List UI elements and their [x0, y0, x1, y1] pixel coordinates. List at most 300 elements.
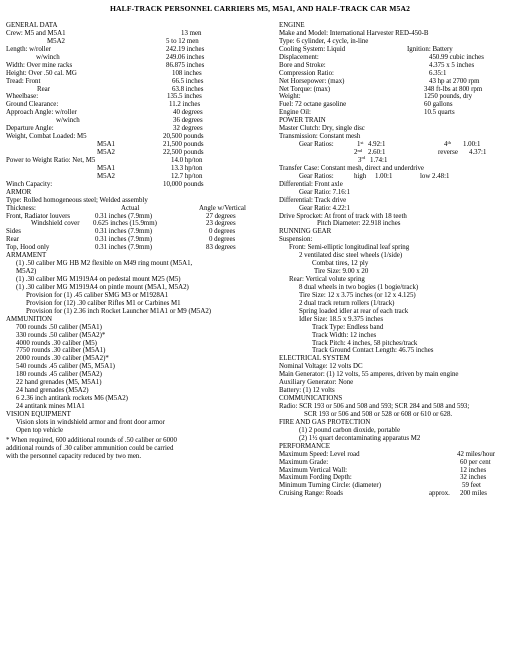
cell-text: 135.5 inches: [167, 93, 202, 101]
spec-value: [429, 490, 450, 498]
spec-value: [163, 141, 204, 149]
spec-label: [279, 451, 360, 459]
spec-line: [279, 236, 519, 244]
spec-value: [460, 459, 491, 467]
left-column: [6, 22, 261, 461]
cell-text: 0.31 inches (7.9mm): [95, 212, 153, 220]
spec-label: [299, 300, 394, 308]
spec-line: [279, 474, 519, 482]
spec-line: [279, 276, 519, 284]
spec-line: [279, 62, 519, 70]
cell-text: Departure Angle:: [6, 125, 54, 133]
cell-text: Rear: Vertical volute spring: [289, 276, 365, 283]
spec-label: [97, 149, 115, 157]
spec-value: [173, 117, 203, 125]
cell-text: 3: [358, 156, 362, 164]
spec-label: [279, 30, 428, 38]
cell-text: 42 miles/hour: [457, 450, 496, 458]
spec-line: [6, 181, 261, 189]
cell-text: 0.31 inches (7.9mm): [95, 236, 153, 244]
spec-value: [95, 236, 152, 244]
spec-line: [6, 371, 261, 379]
spec-label: [36, 54, 60, 62]
spec-label: [312, 347, 433, 355]
spec-line: [6, 268, 261, 276]
spec-label: [358, 157, 365, 165]
document-title: HALF-TRACK PERSONNEL CARRIERS M5, M5A1, AND HALF-TRACK CAR M5A2: [109, 4, 411, 13]
spec-line: [6, 347, 261, 355]
cell-text: Transfer Case: Constant mesh, direct and underdrive: [279, 164, 424, 172]
spec-line: [6, 109, 261, 117]
spec-value: [463, 141, 480, 149]
spec-value: [172, 78, 203, 86]
cell-text: Top, Hood only: [6, 244, 50, 252]
ordinal-suffix: th: [447, 139, 451, 145]
spec-label: [317, 220, 400, 228]
spec-value: [368, 141, 385, 149]
spec-line: [6, 220, 261, 228]
spec-value: [429, 54, 484, 62]
cell-text: 86.875 inches: [166, 61, 205, 69]
cell-text: COMMUNICATIONS: [279, 395, 343, 403]
spec-line: [279, 173, 519, 181]
cell-text: Gear Ratio: 7.16:1: [299, 188, 351, 196]
cell-text: 4.92:1: [368, 141, 386, 149]
cell-text: additional rounds of .30 caliber ammunition could be carried: [6, 444, 174, 452]
spec-value: [370, 157, 387, 165]
cell-text: M5A2: [97, 149, 115, 156]
spec-value: [171, 165, 202, 173]
spec-line: [6, 30, 261, 38]
cell-text: Auxiliary Generator: None: [279, 379, 354, 387]
cell-text: w/winch: [56, 117, 80, 125]
spec-line: [6, 205, 261, 213]
cell-text: approx.: [429, 490, 450, 498]
spec-line: [6, 46, 261, 54]
cell-text: 2: [354, 149, 358, 156]
cell-text: VISION EQUIPMENT: [6, 410, 71, 418]
cell-text: RUNNING GEAR: [279, 228, 332, 236]
spec-line: [279, 403, 519, 411]
spec-line: [279, 459, 519, 467]
spec-line: [279, 213, 519, 221]
spec-label: [279, 403, 469, 411]
cell-text: high: [354, 172, 367, 180]
spec-label: [299, 189, 350, 197]
cell-text: Gear Ratio: 4.22:1: [299, 204, 351, 212]
cell-text: 14.0 hp/ton: [171, 156, 203, 164]
spec-label: [6, 205, 36, 213]
spec-label: [6, 228, 21, 236]
cell-text: Type: Rolled homogeneous steel; Welded assembly: [6, 196, 148, 204]
spec-value: [462, 482, 481, 490]
spec-label: [16, 284, 189, 292]
spec-label: [279, 395, 342, 403]
spec-line: [6, 173, 261, 181]
cell-text: 1.74:1: [370, 156, 388, 164]
spec-label: [47, 38, 65, 46]
cell-text: reverse: [438, 149, 458, 156]
cell-text: 23 degrees: [206, 220, 236, 228]
spec-label: [289, 276, 365, 284]
cell-text: ENGINE: [279, 22, 305, 29]
cell-text: 4000 rounds .30 caliber (M5): [16, 339, 97, 347]
spec-label: [279, 371, 459, 379]
cell-text: Spring loaded idler at rear of each track: [299, 307, 409, 315]
spec-label: [299, 316, 383, 324]
cell-text: Compression Ratio:: [279, 69, 334, 77]
spec-line: [279, 197, 519, 205]
cell-text: Battery: (1) 12 volts: [279, 387, 335, 395]
spec-label: [279, 109, 311, 117]
cell-text: 22 hand grenades (M5, M5A1): [16, 379, 102, 387]
spec-label: [279, 181, 343, 189]
cell-text: Width: Over mine racks: [6, 61, 73, 69]
cell-text: ELECTRICAL SYSTEM: [279, 355, 350, 363]
cell-text: Displacement:: [279, 53, 319, 61]
cell-text: 40 degrees: [173, 109, 203, 117]
cell-text: 12 inches: [460, 466, 487, 474]
cell-text: Idler Size: 18.5 x 9.375 inches: [299, 315, 384, 323]
spec-line: [6, 228, 261, 236]
spec-line: [6, 101, 261, 109]
spec-label: [16, 347, 105, 355]
spec-label: [16, 324, 102, 332]
spec-label: [6, 133, 87, 141]
spec-label: [279, 46, 345, 54]
spec-line: [279, 141, 519, 149]
cell-text: Maximum Fording Depth:: [279, 474, 352, 482]
cell-text: 1.00:1: [375, 172, 393, 180]
cell-text: Maximum Speed: Level road: [279, 450, 360, 458]
cell-text: Vision slots in windshield armor and front door armor: [16, 418, 165, 426]
spec-label: [279, 125, 365, 133]
spec-line: [279, 244, 519, 252]
cell-text: Provision for (1) 2.36 inch Rocket Launcher M1A1 or M9 (M5A2): [26, 307, 212, 315]
spec-value: [420, 173, 449, 181]
spec-label: [279, 165, 424, 173]
cell-text: M5A2: [97, 172, 115, 180]
cell-text: (1) 2 pound carbon dioxide, portable: [299, 426, 401, 434]
spec-line: [279, 340, 519, 348]
spec-line: [279, 427, 519, 435]
spec-value: [368, 149, 385, 157]
spec-line: [279, 125, 519, 133]
cell-text: POWER TRAIN: [279, 117, 326, 125]
spec-label: [289, 244, 409, 252]
spec-line: [279, 411, 519, 419]
spec-label: [279, 86, 330, 94]
cell-text: 2.60:1: [368, 149, 386, 156]
cell-text: Bore and Stroke:: [279, 61, 326, 69]
spec-line: [6, 292, 261, 300]
cell-text: 200 miles: [460, 490, 487, 498]
spec-label: [312, 260, 368, 268]
spec-line: [279, 205, 519, 213]
cell-text: with the personnel capacity reduced by two men.: [6, 452, 142, 460]
cell-text: Front, Radiator louvers: [6, 212, 71, 220]
cell-text: Angle w/Vertical: [199, 204, 246, 212]
cell-text: Winch Capacity:: [6, 180, 53, 188]
cell-text: Track Ground Contact Length: 46.75 inches: [312, 347, 434, 355]
spec-line: [279, 379, 519, 387]
cell-text: Wheelbase:: [6, 93, 39, 101]
spec-line: [279, 300, 519, 308]
cell-text: M5A2: [47, 37, 65, 45]
cell-text: 83 degrees: [206, 244, 236, 252]
spec-line: [279, 332, 519, 340]
spec-label: [97, 173, 115, 181]
spec-label: [26, 292, 168, 300]
spec-label: [299, 435, 420, 443]
spec-label: [279, 443, 330, 451]
cell-text: Windshield cover: [31, 220, 80, 228]
spec-line: [6, 276, 261, 284]
spec-line: [279, 435, 519, 443]
cell-text: Tire Size: 9.00 x 20: [314, 268, 369, 276]
spec-value: [438, 149, 458, 157]
cell-text: 540 rounds .45 caliber (M5, M5A1): [16, 363, 115, 371]
spec-value: [166, 54, 204, 62]
spec-label: [6, 445, 173, 453]
spec-value: [163, 181, 204, 189]
spec-label: [6, 62, 72, 70]
cell-text: 60 gallons: [424, 101, 453, 109]
spec-label: [299, 292, 416, 300]
spec-label: [26, 300, 181, 308]
spec-label: [6, 437, 177, 445]
spec-value: [209, 228, 235, 236]
spec-line: [6, 133, 261, 141]
cell-text: 5 to 12 men: [166, 37, 199, 45]
spec-label: [279, 213, 407, 221]
spec-line: [279, 482, 519, 490]
spec-line: [6, 387, 261, 395]
spec-label: [16, 355, 109, 363]
spec-value: [407, 46, 453, 54]
right-column: [279, 22, 519, 498]
spec-value: [375, 173, 392, 181]
spec-value: [457, 451, 495, 459]
spec-label: [299, 141, 334, 149]
spec-line: [279, 347, 519, 355]
section-heading: [279, 22, 519, 30]
section-heading: [279, 355, 519, 363]
spec-label: [6, 411, 71, 419]
cell-text: Track Type: Endless band: [312, 323, 384, 331]
spec-label: [279, 93, 301, 101]
spec-line: [6, 260, 261, 268]
spec-label: [16, 395, 128, 403]
spec-label: [16, 332, 105, 340]
cell-text: 6 2.36 inch antitank rockets M6 (M5A2): [16, 395, 128, 403]
section-heading: [279, 228, 519, 236]
spec-value: [171, 157, 202, 165]
cell-text: SCR 193 or 506 and 508 or 528 or 608 or 610 or 628.: [304, 410, 453, 418]
spec-line: [6, 117, 261, 125]
cell-text: M5A2): [16, 268, 37, 276]
cell-text: Rear: [37, 85, 51, 93]
cell-text: Length: w/roller: [6, 45, 51, 53]
cell-text: 1: [357, 141, 361, 149]
cell-text: Nominal Voltage: 12 volts DC: [279, 363, 363, 371]
spec-label: [56, 117, 80, 125]
cell-text: Net Torque: (max): [279, 85, 331, 93]
spec-label: [6, 213, 70, 221]
spec-value: [93, 220, 157, 228]
spec-label: [279, 22, 305, 30]
cell-text: 12.7 hp/ton: [171, 172, 203, 180]
cell-text: Thickness:: [6, 204, 36, 212]
spec-value: [460, 467, 486, 475]
spec-label: [279, 482, 381, 490]
cell-text: Provision for (1) .45 caliber SMG M3 or M1928A1: [26, 291, 169, 299]
spec-label: [279, 117, 326, 125]
cell-text: 8 dual wheels in two bogies (1 bogie/track): [299, 283, 419, 291]
spec-value: [429, 78, 480, 86]
cell-text: Sides: [6, 228, 21, 236]
spec-label: [6, 316, 52, 324]
cell-text: 59 feet: [462, 482, 481, 490]
cell-text: ARMOR: [6, 188, 32, 196]
spec-line: [279, 46, 519, 54]
spec-line: [279, 30, 519, 38]
spec-value: [424, 86, 482, 94]
ordinal-suffix: rd: [361, 155, 366, 161]
cell-text: 36 degrees: [173, 117, 203, 125]
spec-line: [279, 101, 519, 109]
cell-text: 0.625 inches (15.9mm): [93, 220, 157, 228]
spec-label: [279, 197, 346, 205]
spec-label: [299, 252, 402, 260]
cell-text: Main Generator: (1) 12 volts, 55 amperes, driven by main engine: [279, 371, 459, 379]
spec-label: [6, 93, 38, 101]
spec-line: [6, 125, 261, 133]
spec-line: [279, 189, 519, 197]
cell-text: 20,500 pounds: [163, 133, 204, 141]
cell-text: 330 rounds .50 caliber (M5A2)*: [16, 331, 106, 339]
cell-text: 27 degrees: [206, 212, 236, 220]
spec-label: [6, 22, 57, 30]
cell-text: 10,000 pounds: [163, 180, 204, 188]
spec-line: [279, 86, 519, 94]
cell-text: 1.00:1: [463, 141, 481, 149]
section-heading: [6, 22, 261, 30]
cell-text: 2 dual track return rollers (1/track): [299, 299, 395, 307]
cell-text: Weight, Combat Loaded: M5: [6, 133, 87, 141]
spec-label: [16, 419, 165, 427]
cell-text: Rear: [6, 236, 20, 244]
spec-value: [166, 38, 199, 46]
spec-value: [163, 149, 204, 157]
spec-line: [279, 78, 519, 86]
spec-line: [279, 316, 519, 324]
spec-label: [279, 363, 363, 371]
cell-text: Transmission: Constant mesh: [279, 133, 361, 141]
spec-label: [279, 467, 347, 475]
spec-label: [97, 165, 115, 173]
cell-text: 108 inches: [172, 69, 202, 77]
cell-text: 0.31 inches (7.9mm): [95, 228, 153, 236]
cell-text: 24 hand grenades (M5A2): [16, 387, 89, 395]
spec-label: [6, 244, 49, 252]
cell-text: w/winch: [36, 53, 60, 61]
spec-line: [6, 300, 261, 308]
cell-text: 242.19 inches: [166, 45, 205, 53]
spec-value: [469, 149, 486, 157]
spec-value: [166, 62, 204, 70]
spec-value: [424, 101, 453, 109]
cell-text: 32 degrees: [173, 125, 203, 133]
cell-text: Pitch Diameter: 22.918 inches: [317, 220, 401, 228]
spec-line: [6, 236, 261, 244]
spec-label: [16, 371, 102, 379]
spec-label: [16, 403, 85, 411]
spec-label: [299, 427, 400, 435]
cell-text: Combat tires, 12 ply: [312, 260, 369, 268]
cell-text: 2000 rounds .30 caliber (M5A2)*: [16, 355, 109, 363]
spec-line: [279, 38, 519, 46]
spec-label: [6, 157, 95, 165]
spec-line: [279, 308, 519, 316]
section-heading: [6, 316, 261, 324]
cell-text: 348 ft-lbs at 800 rpm: [424, 85, 483, 93]
spec-label: [6, 453, 141, 461]
spec-value: [163, 133, 204, 141]
spec-label: [6, 125, 54, 133]
spec-label: [279, 459, 328, 467]
spec-value: [173, 125, 203, 133]
spec-line: [279, 371, 519, 379]
spec-label: [6, 70, 77, 78]
spec-label: [312, 324, 383, 332]
spec-line: [6, 70, 261, 78]
cell-text: * When required, 600 additional rounds of .50 caliber or 6000: [6, 436, 177, 444]
spec-label: [16, 260, 192, 268]
cell-text: Ground Clearance:: [6, 101, 59, 109]
cell-text: 6.35:1: [429, 69, 447, 77]
cell-text: Cruising Range: Roads: [279, 490, 343, 498]
spec-label: [279, 228, 331, 236]
spec-label: [279, 419, 370, 427]
spec-line: [279, 268, 519, 276]
cell-text: Gear Ratios:: [299, 172, 334, 180]
section-heading: [279, 117, 519, 125]
spec-value: [209, 236, 235, 244]
spec-line: [279, 324, 519, 332]
cell-text: Open top vehicle: [16, 426, 64, 434]
spec-value: [429, 70, 446, 78]
cell-text: 0 degrees: [209, 228, 236, 236]
spec-value: [166, 46, 204, 54]
cell-text: Engine Oil:: [279, 109, 311, 117]
spec-line: [6, 379, 261, 387]
section-heading: [279, 395, 519, 403]
spec-line: [6, 284, 261, 292]
spec-value: [172, 70, 202, 78]
spec-line: [279, 252, 519, 260]
cell-text: Height: Over .50 cal. MG: [6, 69, 77, 77]
spec-value: [206, 213, 236, 221]
spec-line: [6, 149, 261, 157]
cell-text: Tire Size: 12 x 3.75 inches (or 12 x 4.125): [299, 291, 416, 299]
cell-text: 63.8 inches: [172, 85, 204, 93]
cell-text: Cooling System: Liquid: [279, 45, 346, 53]
spec-label: [6, 30, 66, 38]
spec-label: [6, 181, 52, 189]
spec-line: [6, 197, 261, 205]
section-heading: [279, 443, 519, 451]
